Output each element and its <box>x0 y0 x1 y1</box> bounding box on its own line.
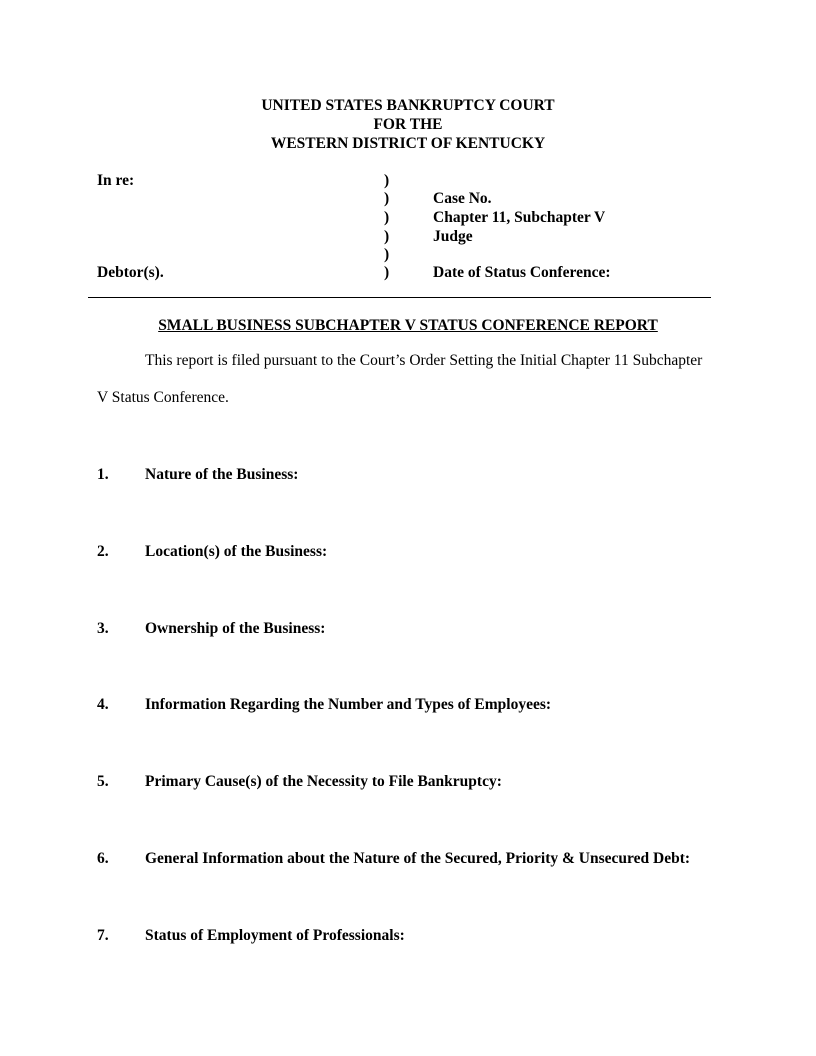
debtors-label: Debtor(s). <box>97 264 164 281</box>
section-nature-of-business: Nature of the Business: <box>145 466 299 483</box>
section-number: 1. <box>97 466 109 483</box>
court-district: WESTERN DISTRICT OF KENTUCKY <box>270 135 546 152</box>
section-number: 2. <box>97 543 109 560</box>
section-number: 5. <box>97 773 109 790</box>
caption-paren: ) <box>384 246 390 263</box>
court-name: UNITED STATES BANKRUPTCY COURT <box>261 97 555 114</box>
section-number: 6. <box>97 850 109 867</box>
caption-paren: ) <box>384 209 390 226</box>
section-number: 4. <box>97 696 109 713</box>
caption-paren: ) <box>384 264 390 281</box>
caption-paren: ) <box>384 172 390 189</box>
court-for-the: FOR THE <box>373 116 443 133</box>
intro-line-1: This report is filed pursuant to the Court’s Order Setting the Initial Chapter 11 Subchapter <box>145 352 703 369</box>
caption-paren: ) <box>384 190 390 207</box>
status-conference-date-label: Date of Status Conference: <box>433 264 611 281</box>
section-number: 3. <box>97 620 109 637</box>
section-number: 7. <box>97 927 109 944</box>
section-bankruptcy-causes: Primary Cause(s) of the Necessity to File Bankruptcy: <box>145 773 502 790</box>
section-business-ownership: Ownership of the Business: <box>145 620 326 637</box>
chapter-label: Chapter 11, Subchapter V <box>433 209 606 226</box>
judge-label: Judge <box>433 228 473 245</box>
caption-divider <box>88 297 711 298</box>
section-professionals-employment: Status of Employment of Professionals: <box>145 927 405 944</box>
in-re-label: In re: <box>97 172 135 189</box>
section-debt-information: General Information about the Nature of the Secured, Priority & Unsecured Debt: <box>145 850 691 867</box>
section-business-locations: Location(s) of the Business: <box>145 543 328 560</box>
caption-paren: ) <box>384 228 390 245</box>
report-title: SMALL BUSINESS SUBCHAPTER V STATUS CONFERENCE REPORT <box>158 317 658 334</box>
intro-line-2: V Status Conference. <box>97 389 229 406</box>
section-employees: Information Regarding the Number and Types of Employees: <box>145 696 552 713</box>
case-number-label: Case No. <box>433 190 492 207</box>
